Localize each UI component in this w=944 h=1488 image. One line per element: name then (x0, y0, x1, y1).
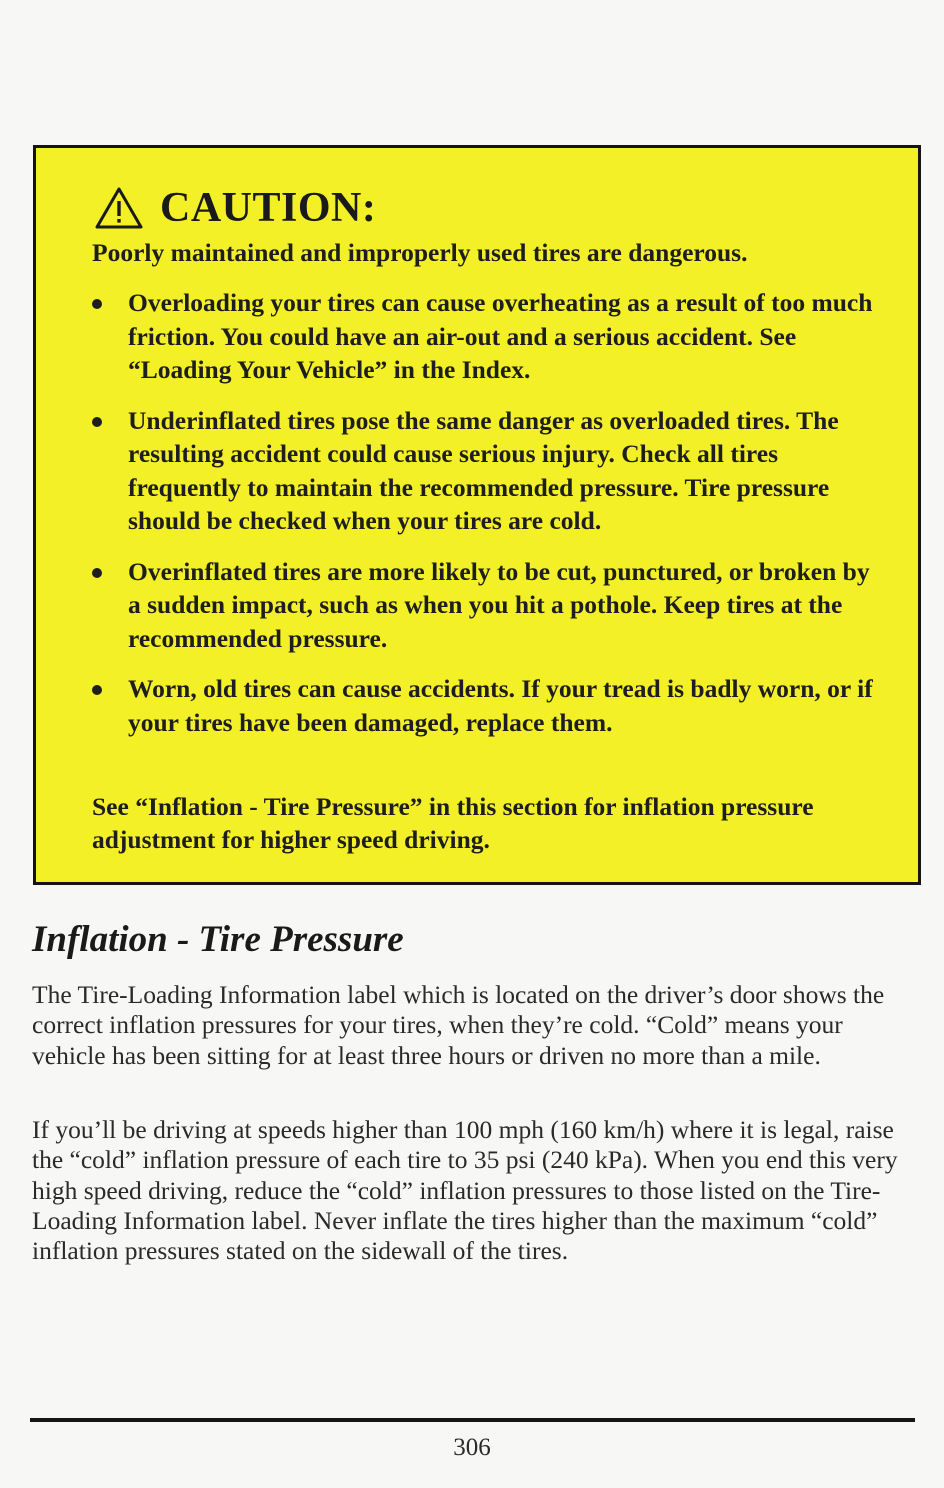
bullet-icon (92, 299, 102, 309)
page-number: 306 (453, 1434, 491, 1461)
bullet-icon (92, 417, 102, 427)
caution-footer: See “Inflation - Tire Pressure” in this section for inflation pressure adjustment for higher speed driving. (92, 792, 814, 854)
bullet-item (86, 404, 886, 538)
section-heading: Inflation - Tire Pressure (32, 919, 404, 960)
bullet-text: Overinflated tires are more likely to be cut, punctured, or broken by a sudden impact, such as when you hit a pothole. Keep tires at the recommended pressure. (128, 556, 870, 653)
caution-title: CAUTION: (160, 185, 377, 231)
bullet-text: Overloading your tires can cause overheating as a result of too much friction. You could have an air-out and a serious accident. See “Loading Your Vehicle” in the Index. (128, 288, 873, 384)
paragraph-tire-loading-label: The Tire-Loading Information label which is located on the driver’s door shows the correct inflation pressures for your tires, when they’re cold. “Cold” means your vehicle has been sitting for at least three hours or driven no more than a mile. (32, 980, 885, 1070)
caution-intro: Poorly maintained and improperly used tires are dangerous. (92, 238, 748, 267)
caution-box (33, 145, 921, 885)
warning-triangle-icon (94, 186, 144, 230)
caution-header (94, 184, 376, 232)
bullet-item (86, 286, 886, 387)
bullet-item (86, 555, 886, 656)
bullet-text: Worn, old tires can cause accidents. If your tread is badly worn, or if your tires have been damaged, replace them. (128, 674, 873, 737)
bullet-icon (92, 568, 102, 578)
paragraph-high-speed-driving: If you’ll be driving at speeds higher than 100 mph (160 km/h) where it is legal, raise the “cold” inflation pressure of each tire to 35 psi (240 kPa). When you end this very high speed driving, reduce the “cold” inflation pressures to those listed on the Tire-Loading Information label. Never inflate the tires higher than the maximum “cold” inflation pressures stated on the sidewall of the tires. (32, 1115, 898, 1266)
caution-bullet-list (86, 286, 886, 756)
bullet-text: Underinflated tires pose the same danger as overloaded tires. The resulting accident could cause serious injury. Check all tires frequently to maintain the recommended pressure. Tire pressure should be checked when your tires are cold. (128, 405, 839, 535)
bullet-icon (92, 685, 102, 695)
footer-divider (30, 1418, 915, 1422)
bullet-item (86, 672, 886, 739)
